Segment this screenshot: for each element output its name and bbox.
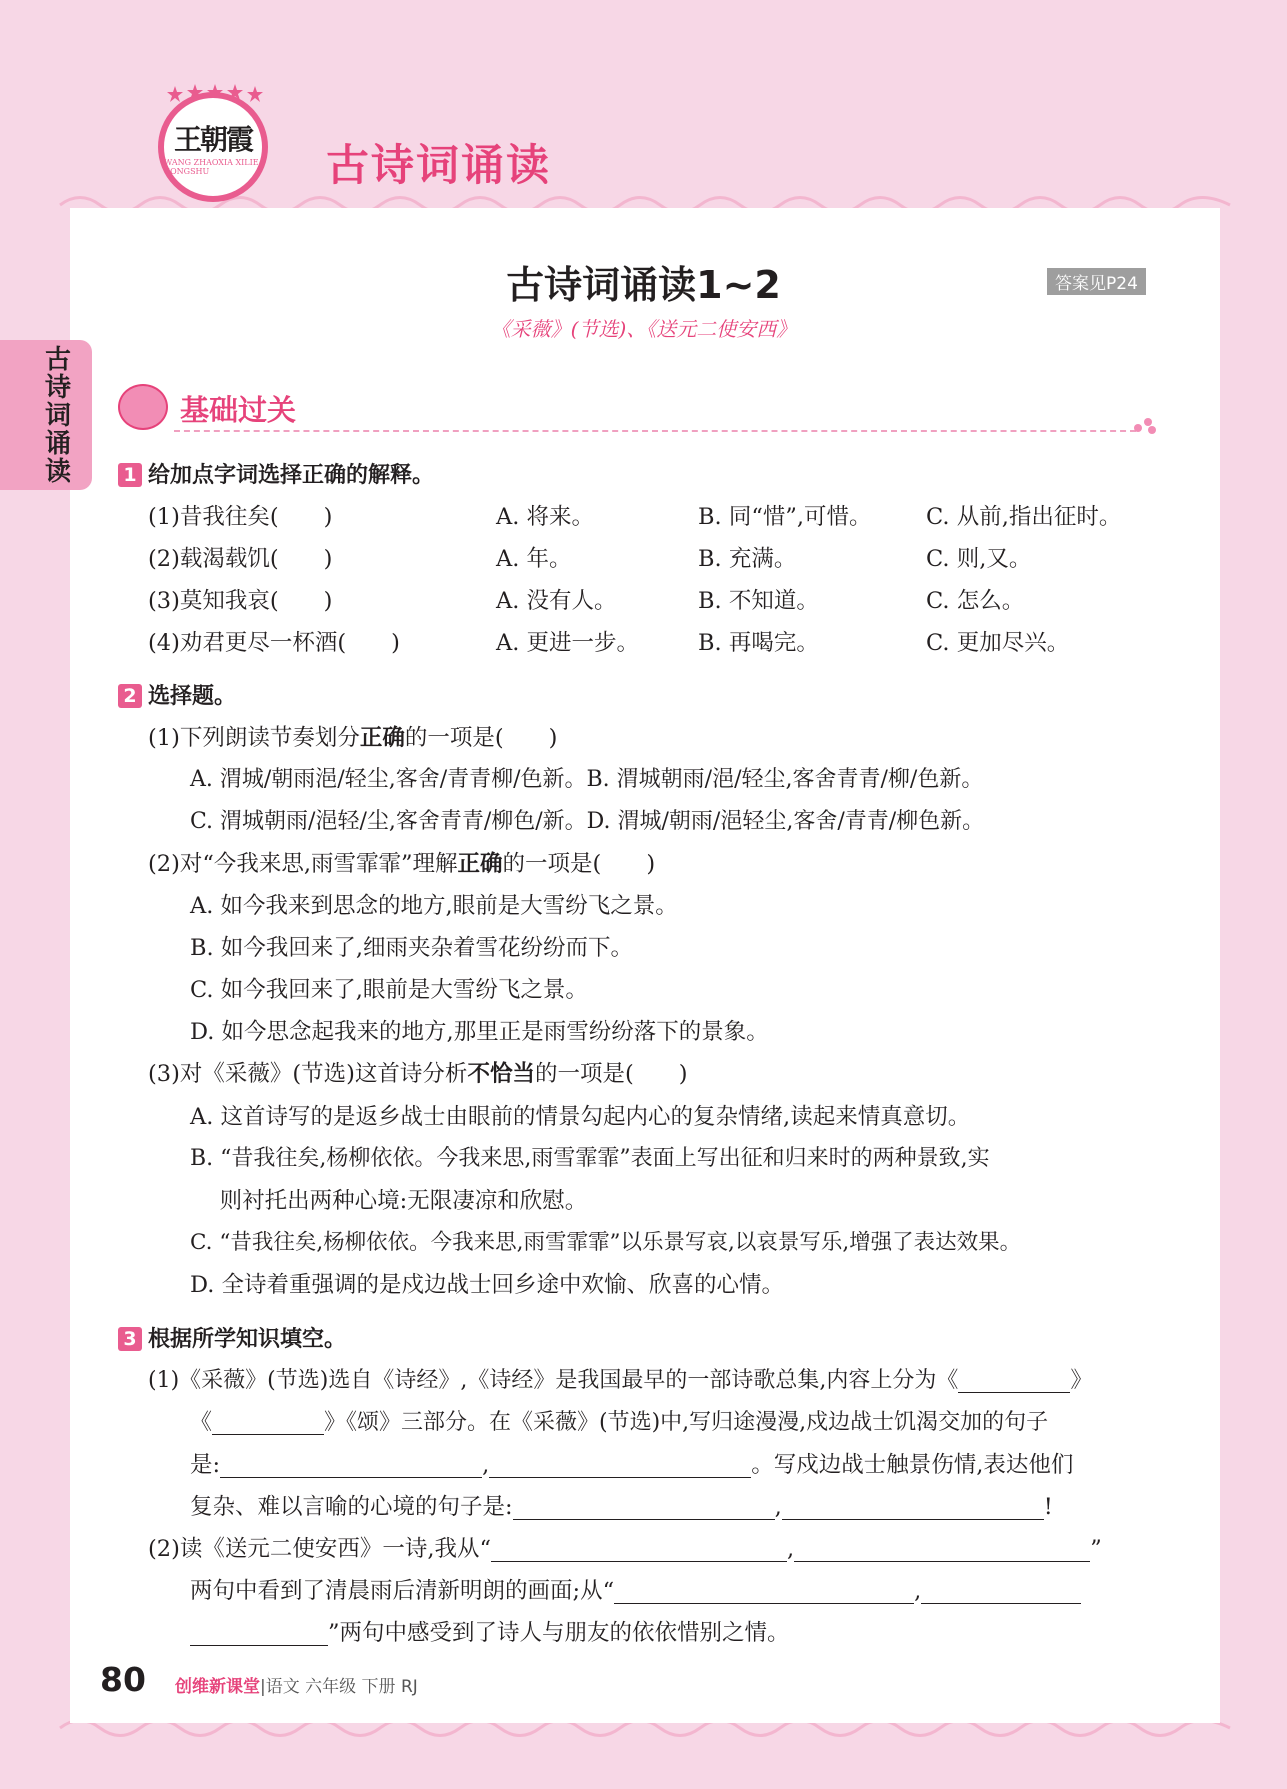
answer-blank[interactable] bbox=[513, 1493, 775, 1520]
stem-emphasis: 正确 bbox=[457, 851, 503, 877]
footer-info bbox=[175, 1672, 418, 1697]
q1-option-b: B. 充满。 bbox=[698, 546, 797, 572]
q2-sub1-options: A. 渭城/朝雨浥/轻尘,客舍/青青柳/色新。B. 渭城朝雨/浥/轻尘,客舍青青/柳/色新。 bbox=[190, 767, 984, 792]
q3-line bbox=[190, 1571, 1081, 1611]
q2-sub3-option: B. “昔我往矣,杨柳依依。今我来思,雨雪霏霏”表面上写出征和归来时的两种景致,实 bbox=[190, 1146, 990, 1171]
q3-line bbox=[190, 1613, 790, 1653]
logo-subtext: WANG ZHAOXIA XILIE CONGSHU bbox=[164, 158, 259, 176]
q1-stem: (4)劝君更尽一杯酒( ) bbox=[148, 630, 400, 656]
fill-text: 。写戍边战士触景伤情,表达他们 bbox=[751, 1452, 1074, 1478]
stem-text: 的一项是( ) bbox=[404, 725, 558, 751]
q3-line bbox=[190, 1487, 1053, 1527]
lesson-subtitle: 《采薇》(节选)、《送元二使安西》 bbox=[490, 317, 797, 341]
q2-sub1-stem bbox=[148, 718, 557, 758]
question-title: 选择题。 bbox=[148, 684, 237, 709]
header-title: 古诗词诵读 bbox=[326, 141, 551, 191]
fill-text: (2)读《送元二使安西》一诗,我从“ bbox=[148, 1536, 492, 1562]
q2-sub2-option: A. 如今我来到思念的地方,眼前是大雪纷飞之景。 bbox=[190, 893, 678, 919]
answer-blank[interactable] bbox=[614, 1577, 914, 1604]
answer-blank[interactable] bbox=[958, 1366, 1070, 1393]
fill-text: 两句中看到了清晨雨后清新明朗的画面;从“ bbox=[190, 1578, 615, 1604]
q3-line bbox=[148, 1361, 1092, 1401]
footer-details: |语文 六年级 下册 RJ bbox=[260, 1677, 418, 1697]
q1-option-b: B. 同“惜”,可惜。 bbox=[698, 504, 872, 530]
q1-option-c: C. 则,又。 bbox=[926, 546, 1032, 572]
q3-line bbox=[190, 1403, 1048, 1443]
fill-text: 《 bbox=[190, 1410, 213, 1435]
fill-text: 复杂、难以言喻的心境的句子是: bbox=[190, 1494, 513, 1520]
q1-option-b: B. 不知道。 bbox=[698, 588, 819, 614]
q1-row bbox=[148, 497, 1148, 537]
fill-text: , bbox=[787, 1536, 795, 1562]
question-1-heading bbox=[118, 455, 434, 497]
side-tab bbox=[0, 340, 92, 490]
question-number: 3 bbox=[118, 1327, 142, 1351]
fill-text: , bbox=[774, 1494, 782, 1520]
footer-brand: 创维新课堂 bbox=[175, 1677, 260, 1697]
fill-text: 是: bbox=[190, 1452, 221, 1478]
mascot-icon bbox=[118, 384, 168, 430]
page-number: 80 bbox=[100, 1660, 146, 1699]
section-header bbox=[118, 380, 1158, 432]
fill-text: ”两句中感受到了诗人与朋友的依依惜别之情。 bbox=[328, 1620, 790, 1646]
q3-line bbox=[190, 1445, 1073, 1485]
question-number: 1 bbox=[118, 463, 142, 487]
q1-stem: (3)莫知我哀( ) bbox=[148, 588, 333, 614]
brand-logo bbox=[158, 92, 268, 202]
stem-text: 的一项是( ) bbox=[502, 851, 656, 877]
q1-option-c: C. 从前,指出征时。 bbox=[926, 504, 1122, 530]
stem-emphasis: 正确 bbox=[359, 725, 405, 751]
section-title: 基础过关 bbox=[180, 393, 297, 427]
q2-sub3-option: A. 这首诗写的是返乡战士由眼前的情景勾起内心的复杂情绪,读起来情真意切。 bbox=[190, 1104, 971, 1130]
q1-option-a: A. 年。 bbox=[496, 546, 572, 572]
q2-sub2-option: B. 如今我回来了,细雨夹杂着雪花纷纷而下。 bbox=[190, 935, 633, 961]
q1-stem: (2)载渴载饥( ) bbox=[148, 546, 333, 572]
fill-text: (1)《采薇》(节选)选自《诗经》,《诗经》是我国最早的一部诗歌总集,内容上分为《 bbox=[148, 1368, 959, 1393]
fill-text: ! bbox=[1043, 1494, 1053, 1520]
q2-sub3-stem bbox=[148, 1054, 688, 1094]
question-title: 给加点字词选择正确的解释。 bbox=[148, 463, 435, 488]
question-title: 根据所学知识填空。 bbox=[148, 1327, 347, 1352]
q2-sub1-options: C. 渭城朝雨/浥轻/尘,客舍青青/柳色/新。D. 渭城/朝雨/浥轻尘,客舍/青青/柳色新。 bbox=[190, 809, 985, 834]
answer-blank[interactable] bbox=[212, 1408, 324, 1435]
fill-text: 》 bbox=[1070, 1368, 1093, 1393]
stem-text: (1)下列朗读节奏划分 bbox=[148, 725, 360, 751]
q1-row bbox=[148, 539, 1148, 579]
answer-blank[interactable] bbox=[489, 1451, 751, 1478]
q2-sub3-option: D. 全诗着重强调的是戍边战士回乡途中欢愉、欣喜的心情。 bbox=[190, 1272, 785, 1298]
answer-blank[interactable] bbox=[794, 1535, 1090, 1562]
logo-text: 王朝霞 bbox=[173, 123, 252, 156]
fill-text: , bbox=[914, 1578, 922, 1604]
q2-sub2-option: D. 如今思念起我来的地方,那里正是雨雪纷纷落下的景象。 bbox=[190, 1019, 769, 1045]
stem-text: (2)对“今我来思,雨雪霏霏”理解 bbox=[148, 851, 458, 877]
question-3-heading bbox=[118, 1319, 346, 1361]
q1-option-b: B. 再喝完。 bbox=[698, 630, 819, 656]
q1-option-a: A. 没有人。 bbox=[496, 588, 617, 614]
answer-blank[interactable] bbox=[782, 1493, 1044, 1520]
fill-text: 》《颂》三部分。在《采薇》(节选)中,写归途漫漫,戍边战士饥渴交加的句子 bbox=[324, 1410, 1049, 1435]
q1-stem: (1)昔我往矣( ) bbox=[148, 504, 333, 530]
answer-blank[interactable] bbox=[220, 1451, 482, 1478]
q2-sub3-option: C. “昔我往矣,杨柳依依。今我来思,雨雪霏霏”以乐景写哀,以哀景写乐,增强了表达效果。 bbox=[190, 1230, 1022, 1255]
fill-text: ” bbox=[1090, 1536, 1102, 1562]
q1-row bbox=[148, 581, 1148, 621]
section-divider bbox=[174, 430, 1136, 432]
fill-text: , bbox=[482, 1452, 490, 1478]
q2-sub2-stem bbox=[148, 844, 655, 884]
answer-reference: 答案见P24 bbox=[1047, 268, 1146, 295]
question-number: 2 bbox=[118, 684, 142, 708]
stem-text: (3)对《采薇》(节选)这首诗分析 bbox=[148, 1061, 468, 1087]
answer-blank[interactable] bbox=[921, 1577, 1081, 1604]
stem-emphasis: 不恰当 bbox=[467, 1061, 535, 1087]
q1-option-a: A. 将来。 bbox=[496, 504, 595, 530]
stem-text: 的一项是( ) bbox=[534, 1061, 688, 1087]
q1-option-a: A. 更进一步。 bbox=[496, 630, 640, 656]
q1-option-c: C. 怎么。 bbox=[926, 588, 1025, 614]
lesson-title: 古诗词诵读1~2 bbox=[506, 263, 781, 307]
dots-icon bbox=[1134, 418, 1158, 434]
q2-sub2-option: C. 如今我回来了,眼前是大雪纷飞之景。 bbox=[190, 977, 588, 1003]
side-tab-label: 古诗词诵读 bbox=[40, 345, 71, 485]
question-2-heading bbox=[118, 676, 236, 718]
answer-blank[interactable] bbox=[491, 1535, 787, 1562]
q1-row bbox=[148, 623, 1148, 663]
q1-option-c: C. 更加尽兴。 bbox=[926, 630, 1070, 656]
answer-blank[interactable] bbox=[190, 1619, 328, 1646]
q2-sub3-option: 则衬托出两种心境:无限凄凉和欣慰。 bbox=[190, 1188, 588, 1214]
q3-line bbox=[148, 1529, 1102, 1569]
